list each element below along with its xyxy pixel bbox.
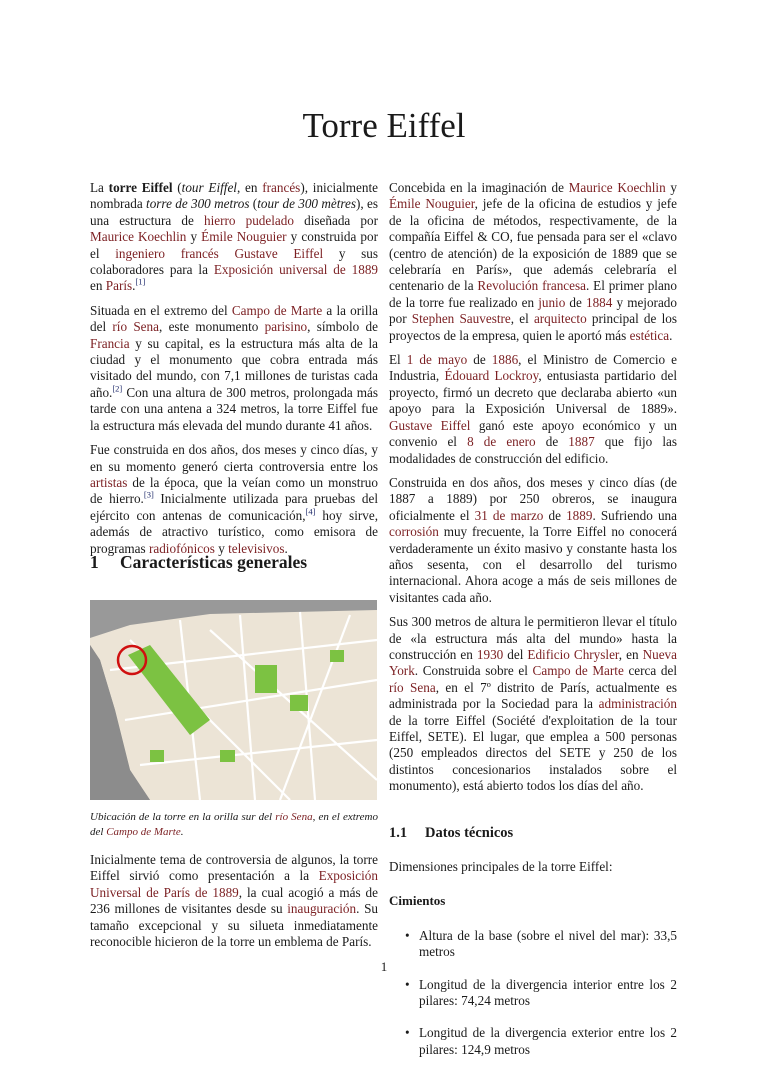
paragraph [90, 852, 378, 950]
text-run: , jefe de la oficina de estudios y jefe de la oficina de métodos, respectivamente, de la compañía Eiffel & CO, fue pensada para ser el «clavo (centro de atención) de la exposición de 1889 que se celebraría en París», que además celebraría el centenario de la [389, 196, 677, 294]
text-run: y construida por el [90, 229, 378, 261]
text-run: de la época, que la veían como un monstruo de hierro. [90, 474, 378, 507]
wiki-link[interactable]: Gustave Eiffel [389, 417, 471, 433]
wiki-link[interactable]: ingeniero francés Gustave Eiffel [115, 245, 324, 261]
wiki-link[interactable]: corrosión [389, 524, 439, 540]
text-run: , el Ministro de Comercio e Industria, [389, 352, 677, 384]
text-run: , en el extremo del [90, 811, 378, 838]
text-run: . Sufriendo una [592, 507, 677, 523]
wiki-link[interactable]: Maurice Koechlin [90, 229, 187, 245]
text-run: Con una altura de 300 metros, prolongada más tarde con una antena a 324 metros, la torre Eiffel fue la estructura más elevada del mundo durante 41 años. [90, 384, 378, 433]
text-run: principal de los proyectos de la empresa, quien le aportó más [389, 311, 677, 343]
wiki-link[interactable]: parisino [264, 319, 308, 335]
wiki-link[interactable]: artistas [90, 474, 128, 490]
paragraph [90, 442, 378, 557]
text-run: . Construida sobre el [414, 663, 533, 679]
text-run: . El primer plano de la torre fue realizado en [389, 278, 677, 310]
wiki-link[interactable]: junio [538, 294, 566, 310]
wiki-link[interactable]: 1884 [585, 294, 613, 310]
wiki-link[interactable]: Campo de Marte [231, 302, 323, 318]
wiki-link[interactable]: Revolución francesa [477, 278, 586, 294]
wiki-link[interactable]: Émile Nouguier [201, 229, 287, 245]
bold-text: torre Eiffel [108, 180, 173, 195]
text-run: Fue construida en dos años, dos meses y cinco días, y en su momento generó cierta controversia entre los [90, 442, 378, 474]
text-run: . [284, 540, 288, 556]
text-run: y [214, 540, 229, 556]
paragraph [389, 180, 677, 344]
text-run: muy frecuente, la Torre Eiffel no conocerá verdaderamente un éxito masivo y constante hasta los años sesenta, con el desarrollo del turismo internacional. Ahora acoge a más de seis millones de visitantes cada año. [389, 524, 677, 605]
section-number: 1 [90, 552, 99, 572]
wiki-link[interactable]: Stephen Sauvestre [411, 311, 511, 327]
wiki-link[interactable]: 31 de marzo [474, 507, 544, 523]
citation-link[interactable]: [1] [135, 277, 146, 288]
text-run: y su capital, es la estructura más alta de la ciudad y el monumento que cobra entrada más visitado del mundo, con 7,1 millones de turistas cada año. [90, 335, 378, 400]
wiki-link[interactable]: estética [629, 327, 670, 343]
wiki-link[interactable]: París [105, 278, 133, 294]
wiki-link[interactable]: río Sena [112, 319, 159, 335]
paragraph [90, 180, 378, 295]
paragraph [90, 303, 378, 434]
text-run: , en [618, 646, 643, 662]
dimensions-list [389, 928, 677, 1058]
wiki-link[interactable]: administración [598, 696, 677, 712]
section-heading [90, 552, 307, 573]
wiki-link[interactable]: río Sena [389, 679, 436, 695]
text-run: ( [249, 196, 258, 212]
text-run: , el [510, 311, 534, 327]
text-run: El [389, 352, 407, 368]
wiki-link[interactable]: televisivos [228, 540, 285, 556]
text-run: de [565, 294, 586, 310]
citation-link[interactable]: [3] [143, 489, 154, 500]
text-run: La [90, 180, 109, 195]
wiki-link[interactable]: 1889 [566, 507, 593, 523]
list-item: • Longitud de la divergencia exterior entre los 2 pilares: 124,9 metros [419, 1025, 677, 1058]
text-run: cerca del [623, 663, 677, 679]
text-run: de [535, 434, 569, 450]
wiki-link[interactable]: Édouard Lockroy [444, 368, 539, 384]
right-column [389, 180, 677, 1074]
wiki-link[interactable]: hierro pudelado [203, 212, 294, 228]
wiki-link[interactable]: 1930 [476, 646, 504, 662]
text-run: ), es una estructura de [90, 196, 378, 228]
subsection-title: Datos técnicos [425, 824, 514, 841]
wiki-link[interactable]: inauguración [287, 901, 357, 917]
page-number: 1 [380, 959, 388, 974]
wiki-link[interactable]: Maurice Koechlin [568, 180, 666, 195]
paragraph [389, 614, 677, 794]
list-item: • Longitud de la divergencia interior entre los 2 pilares: 74,24 metros [419, 977, 677, 1010]
text-run: y sus colaboradores para la [90, 245, 378, 278]
wiki-link[interactable]: francés [262, 180, 301, 195]
wiki-link[interactable]: Exposición Universal de París de 1889 [90, 868, 378, 900]
wiki-link[interactable]: 1886 [491, 352, 519, 368]
page-title: Torre Eiffel [302, 106, 466, 145]
citation-link[interactable]: [4] [305, 506, 316, 517]
text-run: , en el 7º distrito de París, actualmente es administrada por la Sociedad para la [389, 679, 677, 712]
wiki-link[interactable]: Campo de Marte [106, 825, 181, 838]
text-run: , este monumento [158, 319, 265, 335]
wiki-link[interactable]: Exposición universal de 1889 [213, 262, 379, 278]
text-run: , símbolo de [307, 319, 378, 335]
section-title: Características generales [120, 552, 308, 572]
paragraph [389, 475, 677, 606]
wiki-link[interactable]: arquitecto [533, 311, 587, 327]
text-run: que fijo las modalidades de construcción del edificio. [389, 434, 677, 466]
text-run: , en [236, 180, 263, 195]
wiki-link[interactable]: Nueva York [389, 646, 677, 679]
subsection-heading [389, 825, 677, 841]
text-run: . [180, 825, 184, 838]
text-run: Sus 300 metros de altura le permitieron llevar el título de «la estructura más alta del mundo» hasta la construcción en [389, 614, 677, 662]
left-column-intro [90, 180, 378, 565]
text-run: de la torre Eiffel (Société d'exploitation de la tour Eiffel, SETE). El lugar, que emplea a 500 personas (250 empleados directos del SETE y 250 de los distintos concesionarios instalados sobre el monumento), está abierto todos los días del año. [389, 712, 677, 794]
location-map [90, 600, 377, 800]
subsection-intro: Dimensiones principales de la torre Eiffel: [389, 859, 613, 875]
text-run: Ubicación de la torre en la orilla sur del [90, 811, 276, 823]
text-run: de [467, 352, 492, 368]
text-run: y mejorado por [389, 294, 677, 327]
text-run: en [90, 278, 106, 294]
map-caption [90, 810, 378, 839]
wiki-link[interactable]: 1887 [568, 434, 595, 450]
text-run: , entusiasta partidario del proyecto, firmó un decreto que declaraba abierto «un apoyo para la Exposición Universal de 1889». [389, 368, 677, 417]
italic-text: torre de 300 metros [146, 196, 250, 212]
text-run: Concebida en la imaginación de [389, 180, 569, 195]
text-run: Inicialmente utilizada para pruebas del ejército con antenas de comunicación, [90, 491, 379, 523]
text-run: Situada en el extremo del [90, 302, 232, 318]
citation-link[interactable]: [2] [112, 383, 123, 394]
text-run: hoy sirve, además de atractivo turístico, como emisora de programas [90, 507, 378, 556]
text-run: Construida en dos años, dos meses y cinco días (de 1887 a 1889) por 250 obreros, se inaugura oficialmente el [389, 474, 677, 523]
italic-text: tour de 300 mètres [257, 196, 356, 212]
text-run: ( [172, 180, 182, 195]
text-run: . Su tamaño excepcional y su silueta inmediatamente reconocible hicieron de la torre un emblema de París. [90, 901, 378, 950]
subsubheading: Cimientos [389, 893, 446, 909]
subsection-number: 1.1 [389, 824, 408, 841]
text-run: ), inicialmente nombrada [90, 180, 378, 212]
text-run: . [132, 278, 136, 294]
wiki-link[interactable]: radiofónicos [148, 540, 215, 556]
text-run: a la orilla del [90, 302, 379, 335]
list-item: • Altura de la base (sobre el nivel del mar): 33,5 metros [419, 928, 677, 961]
text-run: diseñada por [293, 212, 379, 228]
left-column-after-map [90, 852, 378, 958]
text-run: y [665, 180, 677, 195]
text-run: . [669, 327, 673, 343]
wiki-link[interactable]: Campo de Marte [532, 663, 624, 679]
wiki-link[interactable]: 1 de mayo [406, 352, 468, 368]
wiki-link[interactable]: río Sena [275, 811, 313, 823]
wiki-link[interactable]: Émile Nouguier [389, 196, 475, 212]
wiki-link[interactable]: Francia [90, 335, 130, 351]
wiki-link[interactable]: Edificio Chrysler [527, 646, 619, 662]
paragraph [389, 352, 677, 467]
text-run: , la cual acogió a más de 236 millones de visitantes desde su [90, 884, 378, 917]
italic-text: tour Eiffel [181, 180, 237, 195]
text-run: de [543, 507, 567, 523]
wiki-link[interactable]: 8 de enero [467, 434, 536, 450]
text-run: ganó este apoyo económico y un convenio el [389, 417, 677, 450]
text-run: Inicialmente tema de controversia de algunos, la torre Eiffel sirvió como presentación a la [90, 852, 378, 884]
text-run: y [186, 229, 202, 245]
text-run: del [503, 646, 528, 662]
